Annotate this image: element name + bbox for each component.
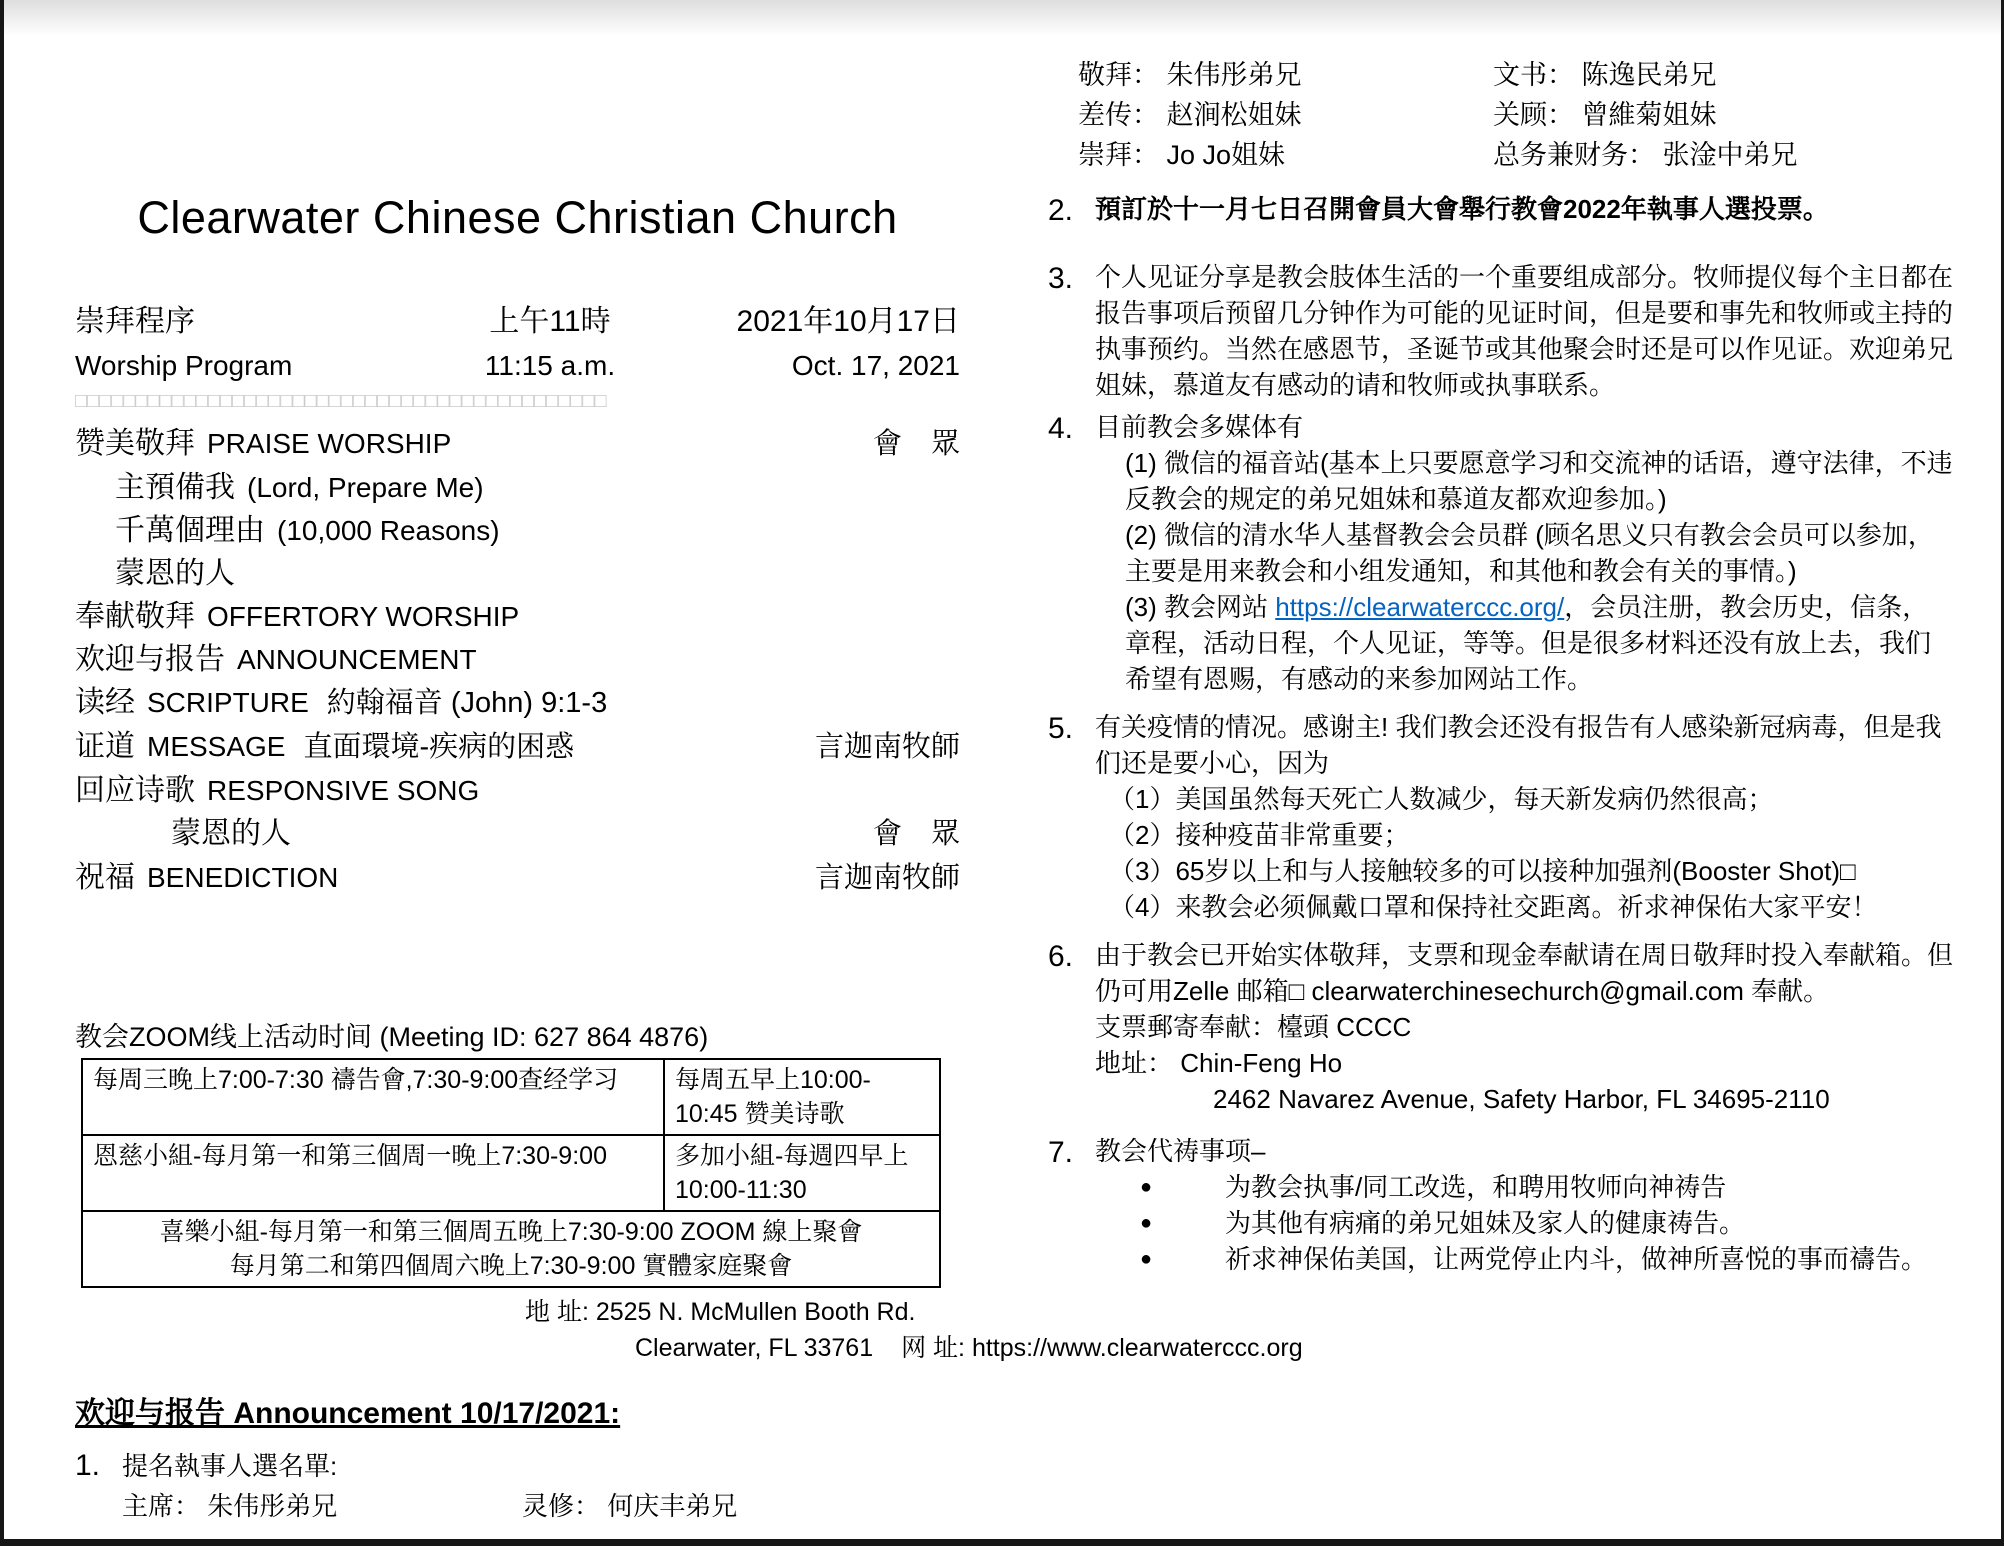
program-item-zh: 欢迎与报告 <box>75 643 225 676</box>
announcements-column <box>1048 55 1953 1277</box>
table-cell: 恩慈小組-每月第一和第三個周一晚上7:30-9:00 <box>82 1135 664 1211</box>
item4-point3-post: ，会员注册，教会历史，信条，章程，活动日程，个人见证，等等。但是很多材料还没有放上去，我们希望有恩赐，有感动的来参加网站工作。 <box>1125 592 1932 694</box>
program-row-benediction <box>75 856 960 900</box>
program-item-en: BENEDICTION <box>147 862 339 893</box>
announcement-item-7 <box>1048 1133 1953 1277</box>
program-list <box>75 422 960 900</box>
program-item-en: RESPONSIVE SONG <box>207 775 480 806</box>
item6-address-name: 地址： Chin-Feng Ho <box>1095 1048 1343 1078</box>
item-body <box>122 1446 737 1526</box>
item-number: 6. <box>1048 940 1074 973</box>
program-row-praise-worship <box>75 422 960 466</box>
program-title-en: Worship Program <box>75 350 293 381</box>
nomination-title: 提名執事人選名單: <box>122 1451 338 1481</box>
program-item-performer: 會 眾 <box>872 818 960 850</box>
table-row <box>82 1135 940 1211</box>
program-item-en: PRAISE WORSHIP <box>207 428 452 459</box>
item4-point3-pre: (3) 教会网站 <box>1125 592 1276 622</box>
scan-bottom-edge <box>0 1539 2004 1546</box>
page-title: Clearwater Chinese Christian Church <box>137 192 898 243</box>
service-date-en: Oct. 17, 2021 <box>791 350 960 381</box>
announcement-item-4 <box>1048 409 1953 697</box>
item6-check-line: 支票郵寄奉献：檯頭 CCCC <box>1095 1012 1412 1042</box>
program-row-message <box>75 725 960 769</box>
bullet-icon: ● <box>1140 1212 1153 1234</box>
program-item-zh: 读经 <box>75 686 135 719</box>
program-item-performer: 會 眾 <box>872 428 960 460</box>
table-row <box>82 1211 940 1287</box>
table-cell: 多加小組-每週四早上 10:00-11:30 <box>664 1135 940 1211</box>
item5-point-4: （4）来教会必须佩戴口罩和保持社交距离。祈求神保佑大家平安！ <box>1109 892 1878 922</box>
service-date-zh: 2021年10月17日 <box>736 305 960 338</box>
item-body: 个人见证分享是教会肢体生活的一个重要组成部分。牧师提仪每个主日都在报告事项后预留几分钟作为可能的见证时间，但是要和事先和牧师或主持的执事预约。当然在感恩节，圣诞节或其他聚会时还是可以作见证。欢迎弟兄姐妹，慕道友有感动的请和牧师或执事联系。 <box>1095 262 1954 400</box>
program-row-announcement <box>75 638 960 681</box>
box-divider: □□□□□□□□□□□□□□□□□□□□□□□□□□□□□□□□□□□□□□□□□□□□ <box>75 390 607 412</box>
program-title-zh: 崇拜程序 <box>75 305 195 338</box>
item4-point-2: (2) 微信的清水华人基督教会会员群 (顾名思义只有教会会员可以参加，主要是用来教会和小组发通知，和其他和教会有关的事情。) <box>1125 520 1934 586</box>
role-chair: 主席： 朱伟彤弟兄 <box>122 1491 338 1521</box>
item5-point-1: （1）美国虽然每天死亡人数减少，每天新发病仍然很高； <box>1109 784 1774 814</box>
item5-point-3: （3）65岁以上和与人接触较多的可以接种加强剂(Booster Shot)□ <box>1109 856 1856 886</box>
deacon-roles-list <box>1078 55 1953 175</box>
program-item-performer: 言迦南牧師 <box>814 862 960 894</box>
zoom-schedule-table <box>81 1058 941 1288</box>
item6-offering-text: 由于教会已开始实体敬拜，支票和现金奉献请在周日敬拜时投入奉献箱。但仍可用Zelle 邮箱□ clearwaterchinesechurch@gmail.com 奉献。 <box>1095 940 1954 1006</box>
program-item-zh: 赞美敬拜 <box>75 427 195 460</box>
program-row-song <box>75 812 960 856</box>
prayer-items-heading: 教会代祷事项– <box>1095 1136 1266 1166</box>
item5-point-2: （2）接种疫苗非常重要； <box>1109 820 1410 850</box>
announcement-item-1 <box>75 1446 960 1526</box>
item-body <box>1095 1133 1953 1277</box>
nomination-roles <box>122 1486 737 1526</box>
item4-point-1: (1) 微信的福音站(基本上只要愿意学习和交流神的话语，遵守法律，不违反教会的规定的弟兄姐妹和慕道友都欢迎参加。) <box>1125 448 1953 514</box>
item-number: 5. <box>1048 712 1074 745</box>
program-header <box>75 300 960 388</box>
item-body <box>1095 709 1953 925</box>
prayer-text: 为其他有病痛的弟兄姐妹及家人的健康祷告。 <box>1225 1208 1746 1238</box>
item6-address-street: 2462 Navarez Avenue, Safety Harbor, FL 34695-2110 <box>1213 1084 1830 1114</box>
zoom-schedule-heading: 教会ZOOM线上活动时间 (Meeting ID: 627 864 4876) <box>75 1022 709 1052</box>
item4-point-3 <box>1095 589 1953 697</box>
table-cell: 每周五早上10:00-10:45 赞美诗歌 <box>664 1059 940 1135</box>
address-line: 地 址: 2525 N. McMullen Booth Rd. <box>525 1298 916 1326</box>
role-item: 差传： 赵涧松姐妹 <box>1078 100 1302 130</box>
program-item-zh: 千萬個理由 <box>115 514 265 547</box>
table-row <box>82 1059 940 1135</box>
program-item-en: OFFERTORY WORSHIP <box>207 601 520 632</box>
program-item-performer: 言迦南牧師 <box>814 731 960 763</box>
bullet-icon: ● <box>1140 1248 1153 1270</box>
role-item: 崇拜： Jo Jo姐妹 <box>1078 140 1286 170</box>
announcement-item-5 <box>1048 709 1953 925</box>
website-text: 网 址: https://www.clearwaterccc.org <box>901 1334 1303 1362</box>
item-number: 7. <box>1048 1136 1074 1169</box>
scripture-reference: 約翰福音 (John) 9:1-3 <box>326 687 608 719</box>
announcement-heading: 欢迎与报告 Announcement 10/17/2021: <box>75 1397 621 1430</box>
item-number: 2. <box>1048 194 1074 227</box>
announcement-item-6 <box>1048 937 1953 1117</box>
program-item-en: SCRIPTURE <box>147 687 309 718</box>
program-row-responsive-song <box>75 769 960 812</box>
prayer-bullet <box>1095 1205 1953 1241</box>
program-item-en: (10,000 Reasons) <box>277 515 500 546</box>
item-number: 3. <box>1048 262 1074 295</box>
role-item: 总务兼财务： 张淦中弟兄 <box>1493 140 1798 170</box>
prayer-text: 祈求神保佑美国，让两党停止内斗，做神所喜悦的事而禱告。 <box>1225 1244 1928 1274</box>
table-cell: 每周三晚上7:00-7:30 禱告會,7:30-9:00查经学习 <box>82 1059 664 1135</box>
program-item-zh: 蒙恩的人 <box>171 817 291 850</box>
item-body <box>1095 409 1953 697</box>
item4-intro: 目前教会多媒体有 <box>1095 412 1304 442</box>
program-item-zh: 祝福 <box>75 861 135 894</box>
program-row-song <box>75 466 960 509</box>
address-line <box>75 1330 1303 1366</box>
program-row-song <box>75 552 960 595</box>
message-title: 直面環境-疾病的困惑 <box>303 731 575 763</box>
program-item-zh: 主預備我 <box>115 471 235 504</box>
table-cell <box>82 1211 940 1287</box>
church-website-link[interactable]: https://clearwaterccc.org/ <box>1275 592 1565 622</box>
role-item: 关顾： 曾維菊姐妹 <box>1493 100 1717 130</box>
role-item: 文书： 陈逸民弟兄 <box>1493 60 1717 90</box>
prayer-bullet <box>1095 1169 1953 1205</box>
program-row-scripture <box>75 681 960 725</box>
role-item: 敬拜： 朱伟彤弟兄 <box>1078 60 1302 90</box>
item-number: 1. <box>75 1449 101 1482</box>
program-row-offertory <box>75 595 960 638</box>
item-body: 預訂於十一月七日召開會員大會舉行教會2022年執事人選投票。 <box>1095 194 1829 224</box>
item5-intro: 有关疫情的情况。感谢主! 我们教会还没有报告有人感染新冠病毒，但是我们还是要小心，因为 <box>1095 712 1942 778</box>
church-address <box>75 1294 1303 1366</box>
address-city: Clearwater, FL 33761 <box>635 1334 874 1362</box>
item-number: 4. <box>1048 412 1074 445</box>
program-row-song <box>75 509 960 552</box>
prayer-bullet <box>1095 1241 1953 1277</box>
program-item-en: MESSAGE <box>147 731 286 762</box>
program-item-en: ANNOUNCEMENT <box>237 644 477 675</box>
program-item-en: (Lord, Prepare Me) <box>247 472 484 503</box>
role-devotion: 灵修： 何庆丰弟兄 <box>522 1491 738 1521</box>
program-item-zh: 回应诗歌 <box>75 774 195 807</box>
announcement-item-3 <box>1048 259 1953 403</box>
announcement-item-2 <box>1048 191 1953 231</box>
program-item-zh: 证道 <box>75 730 135 763</box>
item-body <box>1095 937 1953 1117</box>
bullet-icon: ● <box>1140 1176 1153 1198</box>
service-time-en: 11:15 a.m. <box>484 350 616 381</box>
scan-left-edge <box>0 0 4 1546</box>
table-cell-line: 喜樂小組-每月第一和第三個周五晚上7:30-9:00 ZOOM 線上聚會 <box>159 1218 863 1246</box>
prayer-text: 为教会执事/同工改选，和聘用牧师向神祷告 <box>1225 1172 1727 1202</box>
table-cell-line: 每月第二和第四個周六晚上7:30-9:00 實體家庭聚會 <box>229 1252 793 1280</box>
program-item-zh: 奉献敬拜 <box>75 600 195 633</box>
service-time-zh: 上午11時 <box>489 305 611 338</box>
program-item-zh: 蒙恩的人 <box>115 557 235 590</box>
